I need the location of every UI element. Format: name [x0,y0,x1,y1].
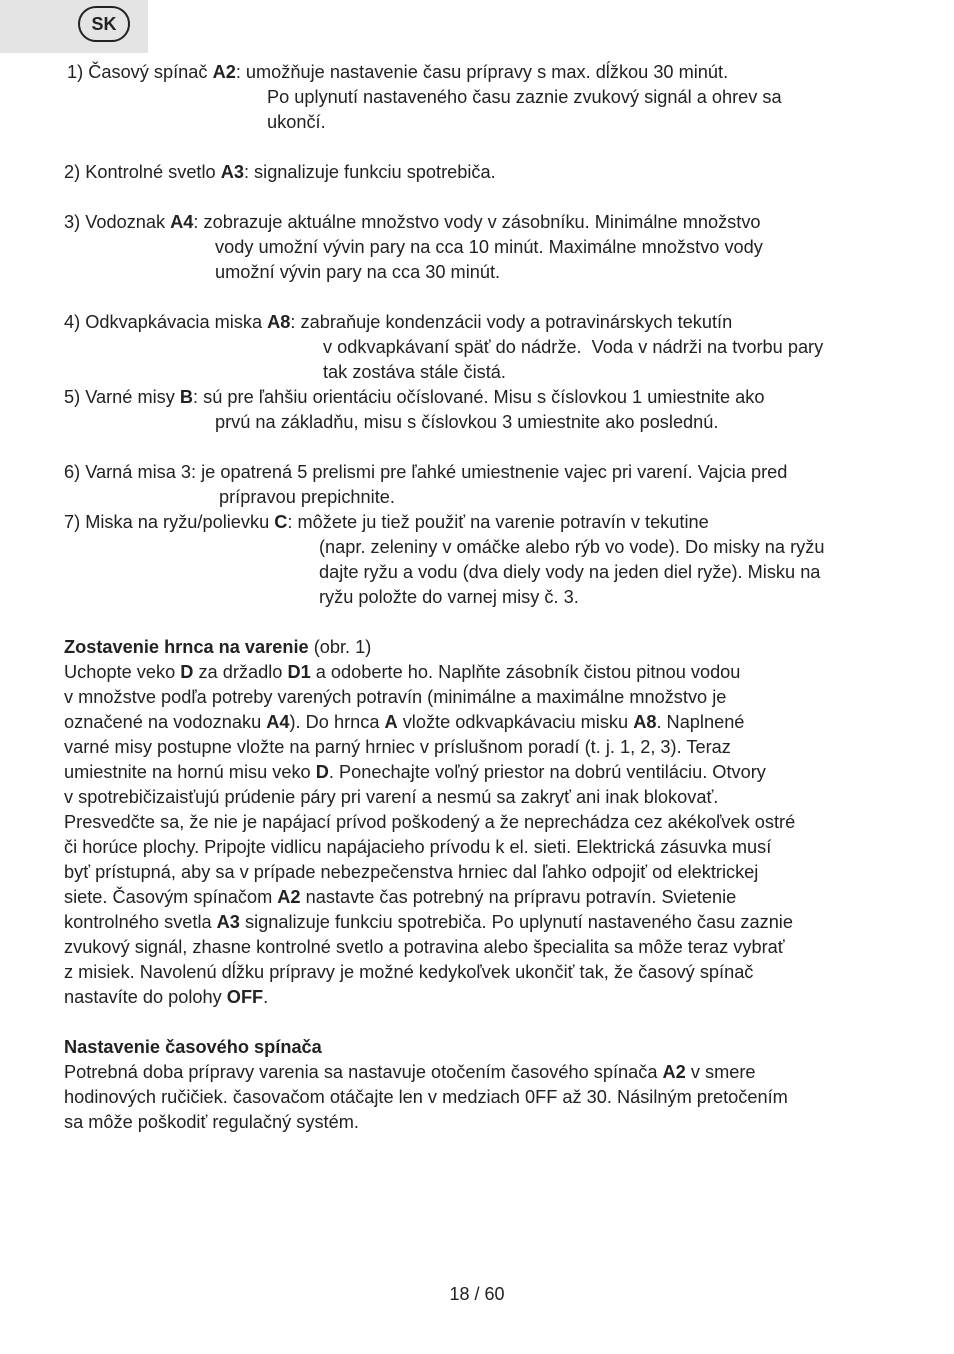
text-run: hodinových ručičiek. časovačom otáčajte len v medziach 0FF až 30. Násilným pretočením [64,1087,788,1107]
assembly-heading [64,635,371,660]
text-run: nastavíte do polohy [64,987,227,1007]
text-run: : zabraňuje kondenzácii vody a potravinárskych tekutín [290,312,733,332]
text-run: či horúce plochy. Pripojte vidlicu napájacieho prívodu k el. sieti. Elektrická zásuvka musí [64,837,772,857]
text-run: Uchopte veko [64,662,181,682]
item-7-line-2 [319,535,824,560]
bold-reference: A8 [633,712,657,732]
bold-reference: Zostavenie hrnca na varenie [64,637,309,657]
text-run: prípravou prepichnite. [219,487,395,507]
text-run: v množstve podľa potreby varených potravín (minimálne a maximálne množstvo je [64,687,727,707]
text-run: vody umožní vývin pary na cca 10 minút. Maximálne množstvo vody [215,237,763,257]
text-run: 5) Varné misy [64,387,180,407]
text-run: (obr. 1) [308,637,372,657]
item-3-line-3 [215,260,500,285]
text-run: vložte odkvapkávaciu misku [397,712,634,732]
assembly-line-4 [64,735,731,760]
item-7-line-1 [64,510,709,535]
item-4-line-2 [323,335,823,360]
text-run: za držadlo [193,662,288,682]
item-6-line-2 [219,485,395,510]
text-run: (napr. zeleniny v omáčke alebo rýb vo vode). Do misky na ryžu [319,537,825,557]
language-tab [0,0,148,53]
item-4-line-1 [64,310,732,335]
text-run: kontrolného svetla [64,912,217,932]
text-run: z misiek. Navolenú dĺžku prípravy je možné kedykoľvek ukončiť tak, že časový spínač [64,962,754,982]
bold-reference: A3 [216,912,240,932]
item-4-line-3 [323,360,506,385]
text-run: dajte ryžu a vodu (dva diely vody na jeden diel ryže). Misku na [319,562,821,582]
bold-reference: A3 [220,162,244,182]
bold-reference: B [179,387,194,407]
text-run: . Ponechajte voľný priestor na dobrú ventiláciu. Otvory [328,762,766,782]
assembly-line-2 [64,685,726,710]
bold-reference: A2 [212,62,236,82]
item-5-line-2 [215,410,718,435]
text-run: zvukový signál, zhasne kontrolné svetlo a potravina alebo špecialita sa môže teraz vybrať [64,937,785,957]
assembly-line-3 [64,710,744,735]
text-run: ). Do hrnca [289,712,385,732]
text-run: umožní vývin pary na cca 30 minút. [215,262,501,282]
text-run: 1) Časový spínač [67,62,213,82]
text-run: siete. Časovým spínačom [64,887,278,907]
item-3-line-1 [64,210,761,235]
bold-reference: A4 [266,712,290,732]
assembly-line-11 [64,910,793,935]
text-run: 3) Vodoznak [64,212,171,232]
bold-reference: A2 [277,887,301,907]
text-run: ryžu položte do varnej misy č. 3. [319,587,579,607]
timer-line-2 [64,1085,788,1110]
text-run: signalizuje funkciu spotrebiča. Po uplynutí nastaveného času zaznie [239,912,793,932]
text-run: v smere [685,1062,756,1082]
text-run: 2) Kontrolné svetlo [64,162,221,182]
item-2-line-1 [64,160,496,185]
assembly-line-14 [64,985,268,1010]
text-run: . Naplnené [656,712,745,732]
text-run: . [263,987,269,1007]
text-run: v spotrebičizaisťujú prúdenie páry pri varení a nesmú sa zakryť ani inak blokovať. [64,787,719,807]
text-run: : zobrazuje aktuálne množstvo vody v zásobníku. Minimálne množstvo [193,212,761,232]
assembly-line-1 [64,660,740,685]
text-run: v odkvapkávaní späť do nádrže. Voda v nádrži na tvorbu pary [323,337,824,357]
text-run: : sú pre ľahšiu orientáciu očíslované. Misu s číslovkou 1 umiestnite ako [193,387,765,407]
timer-line-3 [64,1110,359,1135]
bold-reference: A [384,712,398,732]
bold-reference: Nastavenie časového spínača [64,1037,322,1057]
text-run: 7) Miska na ryžu/polievku [64,512,275,532]
bold-reference: OFF [226,987,264,1007]
assembly-line-5 [64,760,766,785]
item-3-line-2 [215,235,763,260]
text-run: umiestnite na hornú misu veko [64,762,316,782]
item-7-line-4 [319,585,579,610]
text-run: 4) Odkvapkávacia miska [64,312,268,332]
text-run: byť prístupná, aby sa v prípade nebezpečenstva hrniec dal ľahko odpojiť od elektrickej [64,862,759,882]
language-badge: SK [78,6,130,42]
text-run: prvú na základňu, misu s číslovkou 3 umiestnite ako poslednú. [215,412,719,432]
bold-reference: D [315,762,329,782]
timer-heading [64,1035,322,1060]
bold-reference: C [274,512,288,532]
item-1-line-2 [267,85,782,110]
timer-line-1 [64,1060,756,1085]
item-1-line-1 [67,60,728,85]
text-run: sa môže poškodiť regulačný systém. [64,1112,359,1132]
assembly-line-6 [64,785,718,810]
item-5-line-1 [64,385,764,410]
assembly-line-13 [64,960,753,985]
item-6-line-1 [64,460,787,485]
text-run: označené na vodoznaku [64,712,267,732]
bold-reference: A4 [170,212,194,232]
bold-reference: A8 [267,312,291,332]
text-run: : signalizuje funkciu spotrebiča. [243,162,496,182]
text-run: varné misy postupne vložte na parný hrniec v príslušnom poradí (t. j. 1, 2, 3). Teraz [64,737,731,757]
text-run: nastavte čas potrebný na prípravu potravín. Svietenie [300,887,737,907]
text-run: a odoberte ho. Naplňte zásobník čistou pitnou vodou [310,662,741,682]
text-run: Potrebná doba prípravy varenia sa nastavuje otočením časového spínača [64,1062,663,1082]
bold-reference: A2 [662,1062,686,1082]
assembly-line-8 [64,835,771,860]
page-number: 18 / 60 [449,1284,505,1304]
text-run: : umožňuje nastavenie času prípravy s max. dĺžkou 30 minút. [235,62,729,82]
item-1-line-3 [267,110,326,135]
assembly-line-10 [64,885,736,910]
assembly-line-7 [64,810,795,835]
text-run: 6) Varná misa 3: je opatrená 5 prelismi pre ľahké umiestnenie vajec pri varení. Vajcia pred [64,462,788,482]
text-run: : môžete ju tiež použiť na varenie potravín v tekutine [287,512,709,532]
text-run: Po uplynutí nastaveného času zaznie zvukový signál a ohrev sa [267,87,782,107]
text-run: ukončí. [267,112,326,132]
bold-reference: D [180,662,194,682]
text-run: tak zostáva stále čistá. [323,362,506,382]
item-7-line-3 [319,560,820,585]
assembly-line-12 [64,935,785,960]
bold-reference: D1 [287,662,311,682]
text-run: Presvedčte sa, že nie je napájací prívod poškodený a že neprechádza cez akékoľvek ostré [64,812,796,832]
assembly-line-9 [64,860,758,885]
